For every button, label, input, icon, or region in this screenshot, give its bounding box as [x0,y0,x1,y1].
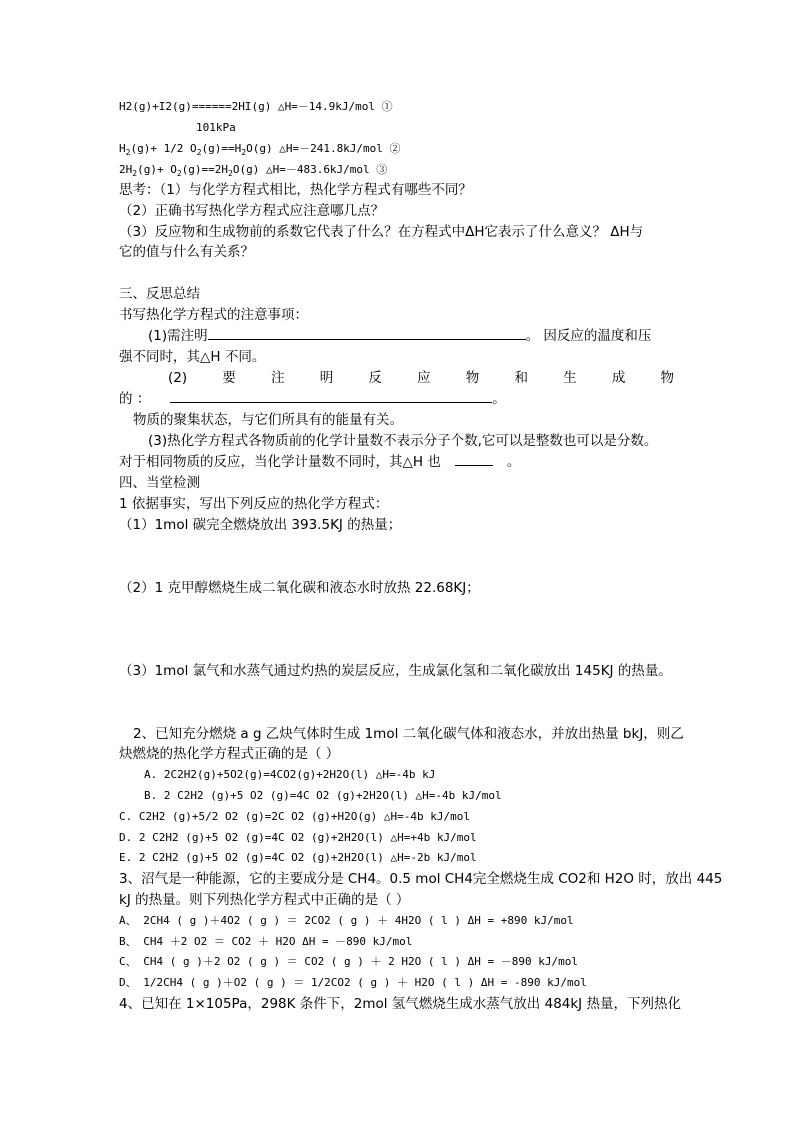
note-2-word: (2) [168,370,188,386]
blank-2[interactable] [170,389,492,403]
note-2-word: 物 [660,370,674,386]
note-3: (3)热化学方程式各物质前的化学计量数不表示分子个数,它可以是整数也可以是分数。 [148,433,658,449]
question-1-2: （2）1 克甲醇燃烧生成二氧化碳和液态水时放热 22.68KJ； [119,580,480,596]
note-2-word: 成 [611,370,626,386]
question-4-stem: 4、已知在 1×105Pa，298K 条件下，2mol 氢气燃烧生成水蒸气放出 484kJ 热量，下列热化 [119,996,681,1012]
question-1-title: 1 依据事实，写出下列反应的热化学方程式： [119,496,389,512]
note-2-word: 生 [563,370,577,386]
note-2-line: 的 ： 。 [119,391,506,407]
note-2-word: 物 [465,370,480,386]
blank-1[interactable] [208,326,526,340]
note-2-word: 应 [417,370,431,386]
note-3-cont: 对于相同物质的反应，当化学计量数不同时，其△H 也 。 [119,454,521,470]
note-2-word: 明 [319,370,334,386]
section-3-title: 三、反思总结 [119,286,200,302]
question-3-option-c[interactable]: C、 CH4 ( g )＋2 O2 ( g ) ＝ CO2 ( g ) ＋ 2 H2O ( l ) ΔH = －890 kJ/mol [119,955,578,968]
question-2-option-b[interactable]: B. 2 C2H2 (g)+5 O2 (g)=4C O2 (g)+2H2O(l) △H=-4b kJ/mol [144,789,502,802]
question-1-1: （1）1mol 碳完全燃烧放出 393.5KJ 的热量； [119,517,402,533]
think-question-3-cont: 它的值与什么有关系？ [119,244,254,260]
think-question-2: （2）正确书写热化学方程式应注意哪几点？ [119,203,385,219]
question-2-stem: 2、已知充分燃烧 a g 乙炔气体时生成 1mol 二氧化碳气体和液态水，并放出热量 bkJ，则乙 [133,726,684,742]
question-3-stem: 3、沼气是一种能源，它的主要成分是 CH4。0.5 mol CH4完全燃烧生成 CO2和 H2O 时，放出 445 [119,871,723,887]
note-1: (1)需注明 。 因反应的温度和压 [148,328,652,344]
think-question-1: 思考：（1）与化学方程式相比，热化学方程式有哪些不同？ [119,182,472,198]
equation-1: H2(g)+I2(g)======2HI(g) △H=－14.9kJ/mol ① [119,100,393,113]
equation-3: $2H_2(g)+ O_2(g)==2H_2O(g)$ △H=－483.6kJ/mol ③ [119,163,388,179]
question-2-stem-cont: 炔燃烧的热化学方程式正确的是（ ） [119,746,340,762]
think-question-3: （3）反应物和生成物前的系数它代表了什么？在方程式中ΔH它表示了什么意义？ ΔH与 [119,224,644,240]
question-3-option-d[interactable]: D、 1/2CH4 ( g )＋O2 ( g ) ＝ 1/2CO2 ( g ) ＋ H2O ( l ) ΔH = -890 kJ/mol [119,976,587,989]
section-4-title: 四、当堂检测 [119,475,200,491]
note-2-spread-line [119,368,674,388]
question-2-option-e[interactable]: E. 2 C2H2 (g)+5 O2 (g)=4C O2 (g)+2H2O(l) △H=-2b kJ/mol [119,851,477,864]
question-3-option-a[interactable]: A、 2CH4 ( g )＋4O2 ( g ) ＝ 2CO2 ( g ) ＋ 4H2O ( l ) ΔH = +890 kJ/mol [119,914,574,927]
note-2-word: 反 [368,370,382,386]
note-1-cont: 强不同时，其△H 不同。 [119,349,266,365]
question-2-option-c[interactable]: C. C2H2 (g)+5/2 O2 (g)=2C O2 (g)+H2O(g) △H=-4b kJ/mol [119,810,470,823]
equation-1-condition: 101kPa [196,121,236,134]
question-3-stem-cont: kJ 的热量。则下列热化学方程式中正确的是（ ） [119,892,410,908]
note-2-word: 要 [222,370,236,386]
equation-2: $H_2(g)+ 1/2$ $O_2(g)==H_2O(g)$ △H=－241.8kJ/mol ② [119,142,401,158]
blank-3[interactable] [455,452,493,466]
note-2-word: 和 [514,370,528,386]
question-1-3: （3）1mol 氯气和水蒸气通过灼热的炭层反应，生成氯化氢和二氧化碳放出 145KJ 的热量。 [119,663,672,679]
question-2-option-d[interactable]: D. 2 C2H2 (g)+5 O2 (g)=4C O2 (g)+2H2O(l) △H=+4b kJ/mol [119,831,477,844]
note-2-word: 注 [271,370,285,386]
question-2-option-a[interactable]: A. 2C2H2(g)+5O2(g)=4CO2(g)+2H2O(l) △H=-4b kJ [144,768,436,781]
note-2-cont: 物质的聚集状态，与它们所具有的能量有关。 [133,412,403,428]
question-3-option-b[interactable]: B、 CH4 ＋2 O2 ＝ CO2 ＋ H2O ΔH = －890 kJ/mol [119,935,413,948]
section-3-intro: 书写热化学方程式的注意事项： [119,307,308,323]
